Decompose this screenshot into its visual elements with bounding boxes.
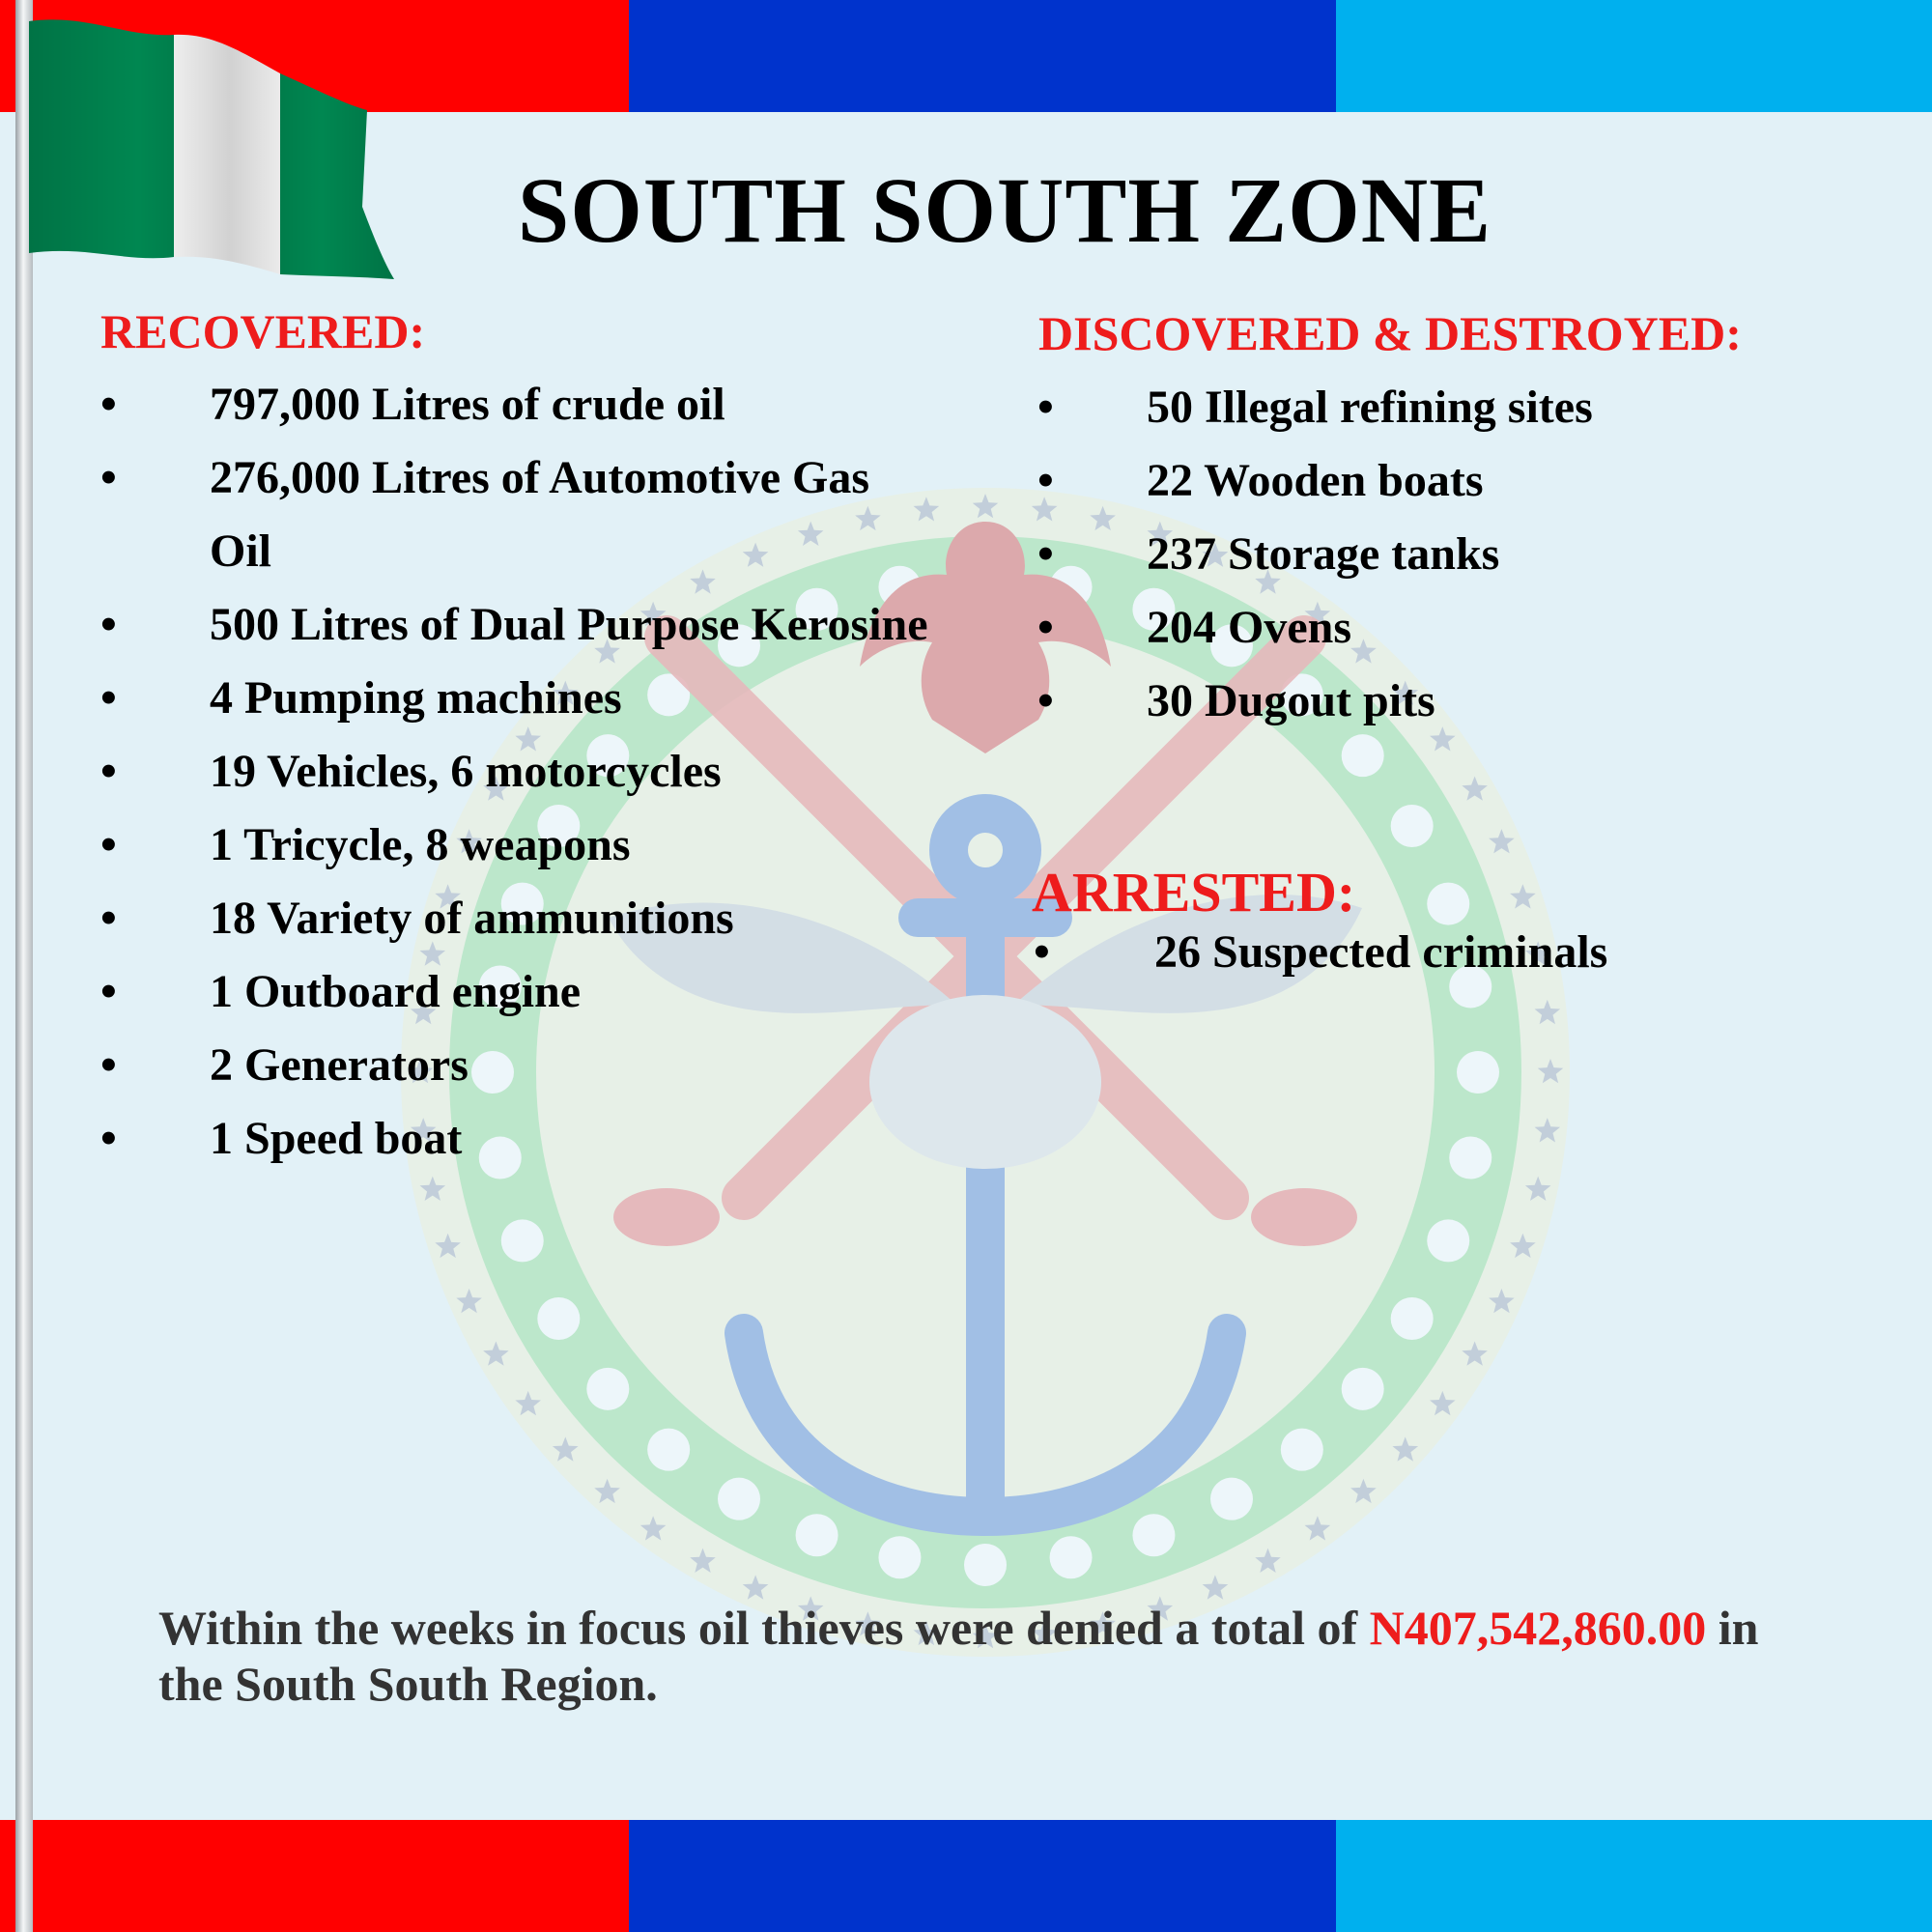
emblem-ring-dot: [537, 1297, 580, 1340]
emblem-ring-dot: [796, 1514, 838, 1556]
list-item-text: 204 Ovens: [1147, 602, 1352, 653]
list-item: [100, 809, 1028, 882]
bullet-icon: •: [100, 746, 117, 797]
list-item-text: 22 Wooden boats: [1147, 455, 1484, 506]
list-item: [100, 1102, 1028, 1176]
list-item-text: 237 Storage tanks: [1147, 528, 1500, 580]
list-item: [100, 955, 1028, 1029]
destroyed-list: [1037, 371, 1888, 738]
list-item: [100, 368, 1028, 441]
summary-text: [158, 1600, 1820, 1712]
arrested-heading: ARRESTED:: [1032, 861, 1356, 923]
bullet-icon: •: [1034, 926, 1050, 978]
list-item-text: 500 Litres of Dual Purpose Kerosine: [210, 599, 928, 650]
list-item-text: 1 Tricycle, 8 weapons: [210, 819, 631, 870]
list-item-text: 18 Variety of ammunitions: [210, 893, 734, 944]
arrested-list: [1034, 916, 1884, 989]
list-item-text: 4 Pumping machines: [210, 672, 622, 724]
blue-band-segment: [629, 0, 1336, 112]
emblem-ring-dot: [501, 1219, 544, 1262]
list-item: [100, 882, 1028, 955]
bullet-icon: •: [100, 819, 117, 870]
list-item-text: 50 Illegal refining sites: [1147, 382, 1593, 433]
flag-pole: [15, 0, 33, 1932]
bullet-icon: •: [100, 672, 117, 724]
summary-text-after: in the South South Region.: [158, 1601, 1759, 1711]
summary-text-before: Within the weeks in focus oil thieves were denied a total of: [158, 1601, 1370, 1655]
emblem-ring-dot: [1449, 1137, 1492, 1179]
recovered-heading: RECOVERED:: [100, 304, 426, 358]
emblem-ring-dot: [718, 1478, 760, 1520]
bullet-icon: •: [100, 599, 117, 650]
list-item-text: 26 Suspected criminals: [1154, 926, 1608, 978]
bullet-icon: •: [1037, 602, 1054, 653]
emblem-ring-dot: [1210, 1478, 1253, 1520]
bullet-icon: •: [100, 966, 117, 1017]
emblem-ring-dot: [586, 1368, 629, 1410]
list-item: [100, 588, 1028, 662]
emblem-ring-dot: [964, 1544, 1007, 1586]
list-item: [1037, 591, 1888, 665]
light-blue-band-segment: [1336, 1820, 1932, 1932]
list-item: [1037, 518, 1888, 591]
list-item: [100, 662, 1028, 735]
bottom-color-band: [0, 1820, 1932, 1932]
emblem-ring-dot: [1132, 1514, 1175, 1556]
list-item-text: 19 Vehicles, 6 motorcycles: [210, 746, 722, 797]
emblem-ring-dot: [1457, 1051, 1499, 1094]
emblem-ring-dot: [1281, 1429, 1323, 1471]
summary-amount: N407,542,860.00: [1369, 1601, 1707, 1655]
bullet-icon: •: [1037, 455, 1054, 506]
list-item: [1034, 916, 1884, 989]
bullet-icon: •: [1037, 382, 1054, 433]
emblem-ring-dot: [878, 1536, 921, 1578]
emblem-ring-dot: [1391, 805, 1434, 847]
emblem-ring-dot: [647, 1429, 690, 1471]
list-item-text: 30 Dugout pits: [1147, 675, 1435, 726]
emblem-ring-dot: [1342, 1368, 1384, 1410]
list-item-text: 1 Outboard engine: [210, 966, 582, 1017]
bullet-icon: •: [100, 452, 117, 503]
list-item: [1037, 444, 1888, 518]
recovered-list: [100, 368, 1028, 1176]
page-title: SOUTH SOUTH ZONE: [517, 158, 1492, 262]
list-item-text: 1 Speed boat: [210, 1113, 463, 1164]
list-item-text: 2 Generators: [210, 1039, 469, 1091]
bullet-icon: •: [1037, 675, 1054, 726]
red-band-segment: [0, 1820, 629, 1932]
destroyed-heading: DISCOVERED & DESTROYED:: [1038, 306, 1742, 360]
list-item: [100, 441, 873, 588]
emblem-ring-dot: [1427, 1219, 1469, 1262]
list-item: [1037, 665, 1888, 738]
bullet-icon: •: [100, 379, 117, 430]
list-item: [1037, 371, 1888, 444]
list-item-text: 797,000 Litres of crude oil: [210, 379, 725, 430]
list-item-text: 276,000 Litres of Automotive Gas Oil: [210, 452, 870, 577]
bullet-icon: •: [100, 1039, 117, 1091]
bullet-icon: •: [1037, 528, 1054, 580]
list-item: [100, 735, 1028, 809]
emblem-ring-dot: [1050, 1536, 1093, 1578]
bullet-icon: •: [100, 893, 117, 944]
bullet-icon: •: [100, 1113, 117, 1164]
list-item: [100, 1029, 1028, 1102]
emblem-ring-dot: [1342, 734, 1384, 777]
light-blue-band-segment: [1336, 0, 1932, 112]
emblem-ring-dot: [1391, 1297, 1434, 1340]
blue-band-segment: [629, 1820, 1336, 1932]
